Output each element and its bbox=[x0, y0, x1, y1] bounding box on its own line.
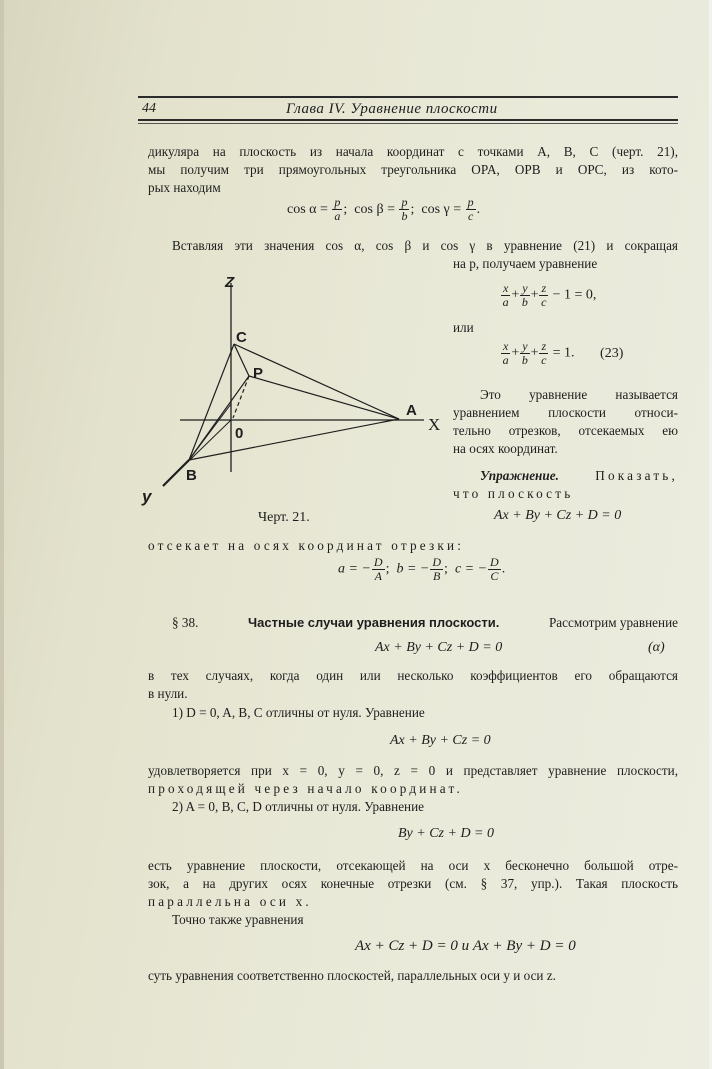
numerator: z bbox=[541, 281, 547, 295]
text-line: рых находим bbox=[148, 180, 221, 195]
label-y-axis: y bbox=[142, 487, 152, 506]
numerator: x bbox=[503, 281, 509, 295]
fraction bbox=[430, 556, 443, 583]
fraction bbox=[466, 196, 476, 223]
formula-lhs: c = − bbox=[454, 561, 488, 577]
section-number: § 38. bbox=[172, 615, 199, 630]
edge-BC bbox=[189, 344, 234, 460]
denominator: b bbox=[401, 209, 408, 223]
figure-caption: Черт. 21. bbox=[258, 510, 310, 525]
cos-gamma bbox=[421, 195, 481, 223]
numerator: p bbox=[401, 195, 408, 209]
equation-intercept-zero: $\frac{x}{a}$ + $\frac{y}{b}$ + $\frac{z}{c}$ − 1 = 0, bbox=[502, 281, 597, 309]
text-line: параллельна оси x. bbox=[148, 894, 312, 909]
text-line: Это уравнение называется bbox=[480, 387, 678, 402]
section-heading bbox=[172, 615, 678, 631]
label-B: B bbox=[186, 467, 197, 484]
equation-case-1: Ax + By + Cz = 0 bbox=[390, 733, 491, 748]
label-C: C bbox=[236, 329, 247, 346]
separator: . bbox=[476, 201, 481, 217]
text-line: удовлетворяется при x = 0, y = 0, z = 0 и представляет уравнение плоскости, bbox=[148, 763, 678, 778]
cos-formula bbox=[287, 196, 480, 223]
fraction bbox=[539, 340, 548, 367]
text-line: мы получим три прямоугольных треугольника OPA, OPB и OPC, из кото- bbox=[148, 162, 678, 177]
equation-tail: = 1. bbox=[552, 345, 575, 361]
header-rule-top bbox=[138, 96, 678, 98]
denominator: C bbox=[490, 569, 499, 583]
formula-lhs: a = − bbox=[338, 561, 371, 577]
fraction bbox=[520, 282, 529, 309]
intercepts-formula bbox=[338, 556, 505, 583]
fraction bbox=[399, 196, 409, 223]
label-x-axis: X bbox=[428, 415, 440, 434]
text-line: на осях координат. bbox=[453, 441, 558, 456]
fraction bbox=[332, 196, 342, 223]
exercise-line bbox=[480, 468, 678, 484]
numerator: p bbox=[334, 195, 341, 209]
equation-pair: Ax + Cz + D = 0 и Ax + By + D = 0 bbox=[355, 938, 576, 954]
formula-lhs: cos γ = bbox=[421, 201, 462, 217]
numerator: z bbox=[541, 339, 547, 353]
edge-CP bbox=[234, 344, 249, 376]
equation-23: $\frac{x}{a}$ + $\frac{y}{b}$ + $\frac{z}{c}$ = 1. (23) bbox=[502, 339, 624, 367]
text-line: суть уравнения соответственно плоскостей, параллельных оси y и оси z. bbox=[148, 968, 556, 983]
fraction bbox=[501, 340, 510, 367]
page-number: 44 bbox=[142, 101, 156, 116]
numerator: D bbox=[490, 555, 499, 569]
fraction bbox=[488, 556, 501, 583]
label-A: A bbox=[406, 402, 417, 419]
separator: . bbox=[501, 561, 506, 577]
formula-lhs: cos α = bbox=[287, 201, 328, 217]
label-z-axis: Z bbox=[225, 274, 235, 291]
numerator: x bbox=[503, 339, 509, 353]
text-line: что плоскость bbox=[453, 486, 574, 501]
edge-PA bbox=[249, 376, 399, 419]
text-line: в нули. bbox=[148, 686, 188, 701]
fraction bbox=[501, 282, 510, 309]
denominator: c bbox=[541, 353, 547, 367]
denominator: B bbox=[433, 569, 441, 583]
case-1: 1) D = 0, A, B, C отличны от нуля. Уравнение bbox=[172, 705, 425, 720]
equation-number: (23) bbox=[600, 345, 624, 361]
equation-alpha: Ax + By + Cz + D = 0 bbox=[375, 640, 503, 655]
text-line: проходящей через начало координат. bbox=[148, 781, 463, 796]
label-O: 0 bbox=[235, 425, 244, 442]
denominator: b bbox=[521, 295, 528, 309]
denominator: b bbox=[521, 353, 528, 367]
figure-21-plane-diagram bbox=[140, 255, 440, 510]
numerator: D bbox=[373, 555, 383, 569]
text-line: есть уравнение плоскости, отсекающей на оси x бесконечно большой отре- bbox=[148, 858, 678, 873]
cos-alpha bbox=[287, 195, 348, 223]
separator: ; bbox=[385, 561, 390, 577]
text-line: отсекает на осях координат отрезки: bbox=[148, 538, 465, 553]
header-rule-bottom bbox=[138, 119, 678, 121]
exercise-text: Показать, bbox=[595, 468, 678, 483]
edge-BA bbox=[189, 419, 399, 460]
denominator: a bbox=[502, 353, 509, 367]
text-line: Вставляя эти значения cos α, cos β и cos γ в уравнение (21) и сокращая bbox=[172, 238, 678, 253]
fraction bbox=[520, 340, 529, 367]
header-rule-bottom-thin bbox=[138, 123, 678, 124]
numerator: p bbox=[467, 195, 474, 209]
equation-alpha-label: (α) bbox=[648, 640, 665, 655]
fraction bbox=[539, 282, 548, 309]
denominator: a bbox=[334, 209, 341, 223]
formula-lhs: b = − bbox=[396, 561, 430, 577]
edge-OB-mid bbox=[189, 404, 231, 460]
denominator: c bbox=[541, 295, 547, 309]
text-line: или bbox=[453, 320, 474, 335]
exercise-label: Упражнение. bbox=[480, 468, 559, 483]
numerator: D bbox=[432, 555, 442, 569]
page-edge-left bbox=[0, 0, 4, 1069]
denominator: c bbox=[467, 209, 474, 223]
section-title: Частные случаи уравнения плоскости. bbox=[248, 615, 500, 630]
text-line: дикуляра на плоскость из начала координат с точками A, B, C (черт. 21), bbox=[148, 144, 678, 159]
exercise-equation: Ax + By + Cz + D = 0 bbox=[494, 508, 622, 523]
section-lead: Рассмотрим уравнение bbox=[548, 615, 678, 630]
label-P: P bbox=[253, 365, 264, 382]
numerator: y bbox=[522, 281, 528, 295]
separator: ; bbox=[410, 201, 415, 217]
text-line: уравнением плоскости относи- bbox=[453, 405, 678, 420]
denominator: A bbox=[374, 569, 382, 583]
equation-tail: − 1 = 0, bbox=[552, 287, 597, 303]
case-2: 2) A = 0, B, C, D отличны от нуля. Уравнение bbox=[172, 799, 425, 814]
separator: ; bbox=[343, 201, 348, 217]
text-line: в тех случаях, когда один или несколько коэффициентов его обращаются bbox=[148, 668, 678, 683]
equation-case-2: By + Cz + D = 0 bbox=[398, 826, 495, 841]
denominator: a bbox=[502, 295, 509, 309]
numerator: y bbox=[522, 339, 528, 353]
running-title: Глава IV. Уравнение плоскости bbox=[286, 101, 498, 117]
text-line: тельно отрезков, отсекаемых ею bbox=[453, 423, 678, 438]
cos-beta bbox=[354, 195, 415, 223]
separator: ; bbox=[444, 561, 448, 577]
edge-OP-dashed bbox=[233, 376, 249, 418]
text-line: на p, получаем уравнение bbox=[453, 256, 598, 271]
fraction bbox=[372, 556, 385, 583]
formula-lhs: cos β = bbox=[354, 201, 395, 217]
text-line: зок, а на других осях конечные отрезки (см. § 37, упр.). Такая плоскость bbox=[148, 876, 678, 891]
text-line: Точно также уравнения bbox=[172, 912, 304, 927]
